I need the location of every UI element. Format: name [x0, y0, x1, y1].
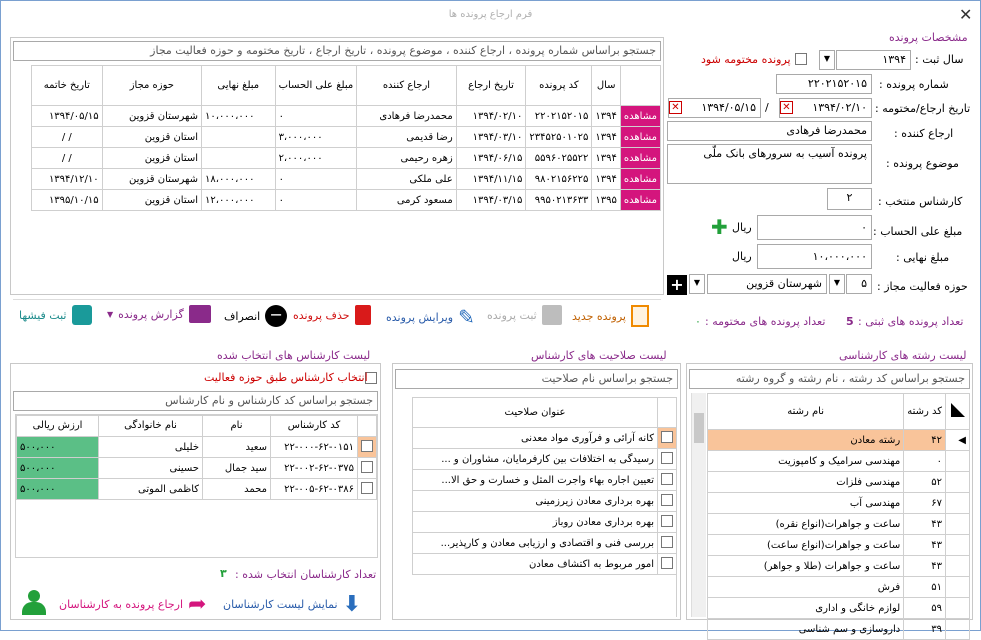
referrer-label: ارجاع کننده :	[894, 127, 954, 140]
plus-icon[interactable]: ✚	[711, 215, 728, 239]
cancel-button[interactable]	[224, 305, 287, 327]
table-cell: ۱۸،۰۰۰،۰۰۰	[202, 169, 276, 190]
table-cell: زهره رحیمی	[357, 148, 456, 169]
refer-to-experts-button[interactable]	[59, 592, 206, 617]
fileno-field[interactable]	[776, 74, 872, 94]
trash-icon	[355, 305, 371, 325]
table-header: کد کارشناس	[271, 416, 358, 437]
row-indicator	[946, 598, 970, 619]
date-separator: /	[765, 101, 769, 114]
fileno-label: شماره پرونده :	[879, 78, 949, 91]
new-file-icon	[631, 305, 649, 327]
table-cell: بهره برداری معادن زیرزمینی	[413, 491, 658, 512]
show-experts-label: نمایش لیست کارشناسان	[223, 598, 338, 611]
new-case-button[interactable]	[572, 305, 649, 327]
closed-count-label: تعداد پرونده های مختومه :	[705, 315, 826, 328]
save-case-label: ثبت پرونده	[487, 308, 537, 322]
chevron-down-icon[interactable]: ▼	[819, 50, 835, 70]
table-cell: ساعت و جواهرات(انواع نقره)	[708, 514, 904, 535]
table-cell: ۰	[275, 190, 357, 211]
table-row[interactable]	[17, 479, 377, 500]
table-row[interactable]	[413, 554, 677, 575]
table-cell: ۰	[275, 169, 357, 190]
view-button[interactable]: مشاهده	[620, 190, 660, 211]
row-header-corner	[946, 394, 970, 430]
table-row[interactable]	[413, 533, 677, 554]
table-header: کد پرونده	[526, 66, 592, 106]
selected-title: لیست کارشناس های انتخاب شده	[217, 349, 371, 362]
row-indicator	[946, 535, 970, 556]
table-header: کد رشته	[904, 394, 946, 430]
check-header	[658, 398, 677, 428]
closed-count-value: ۰	[695, 315, 701, 328]
cases-search-input[interactable]	[13, 41, 661, 61]
table-cell: حسینی	[99, 458, 203, 479]
row-checkbox[interactable]	[658, 554, 677, 575]
fields-search-placeholder: جستجو براساس کد رشته ، نام رشته و گروه رشته	[735, 372, 965, 385]
table-cell: ۱۳۹۴/۰۵/۱۵	[32, 106, 103, 127]
refer-to-experts-label: ارجاع پرونده به کارشناسان	[59, 598, 184, 611]
table-cell: شهرستان قزوین	[102, 169, 201, 190]
table-cell: ۲۳۴۵۲۵۰۱۰۲۵	[526, 127, 592, 148]
table-row[interactable]	[708, 577, 970, 598]
zone-label: حوزه فعالیت مجاز :	[877, 280, 968, 293]
table-cell: مهندسی فلزات	[708, 472, 904, 493]
table-cell: ۴۲	[904, 430, 946, 451]
row-checkbox[interactable]	[658, 533, 677, 554]
table-cell: کانه آرائی و فرآوری مواد معدنی	[413, 428, 658, 449]
table-cell: کاظمی الموتی	[99, 479, 203, 500]
account-currency: ریال	[732, 221, 752, 234]
table-cell: تعیین اجاره بهاء واجرت المثل و خسارت و حق الا...	[413, 470, 658, 491]
year-field[interactable]	[836, 50, 911, 70]
chevron-down-icon[interactable]: ▼	[689, 274, 705, 294]
table-header: ارجاع کننده	[357, 66, 456, 106]
table-header: عنوان صلاحیت	[413, 398, 658, 428]
table-cell: ۵۵۹۶۰۲۵۵۲۲	[526, 148, 592, 169]
table-cell: ۰	[904, 451, 946, 472]
table-row[interactable]	[413, 491, 677, 512]
row-checkbox[interactable]	[658, 491, 677, 512]
table-cell: ۵۹	[904, 598, 946, 619]
table-header: ارزش ریالی	[17, 416, 99, 437]
table-cell: ۱۳۹۴/۰۶/۱۵	[456, 148, 526, 169]
table-row[interactable]	[708, 493, 970, 514]
save-case-button[interactable]	[487, 305, 562, 325]
table-cell: سید جمال	[203, 458, 271, 479]
check-header	[358, 416, 377, 437]
row-indicator	[946, 577, 970, 598]
table-cell: ۱۳۹۴/۱۱/۱۵	[456, 169, 526, 190]
table-cell: رشته معادن	[708, 430, 904, 451]
table-cell: ۵۱	[904, 577, 946, 598]
table-header: مبلغ نهایی	[202, 66, 276, 106]
closed-label: پرونده مختومه شود	[701, 53, 791, 66]
cases-table	[31, 65, 661, 213]
competencies-search-input[interactable]	[395, 369, 678, 389]
clear-close-date-icon[interactable]: ✕	[669, 101, 682, 114]
experts-label: کارشناس منتخب :	[878, 195, 963, 208]
table-cell: ۵۲	[904, 472, 946, 493]
competencies-table	[412, 397, 677, 617]
table-cell: ۱۳۹۵/۱۰/۱۵	[32, 190, 103, 211]
fields-title: لیست رشته های کارشناسی	[839, 349, 967, 362]
row-indicator: ◀	[946, 430, 970, 451]
table-cell: ۴۳	[904, 556, 946, 577]
table-cell: ۲۲-۰۰۰-۶۲-۰۱۵۱	[271, 437, 358, 458]
table-cell: ۱۳۹۴	[592, 148, 620, 169]
selected-count-label: تعداد کارشناسان انتخاب شده :	[235, 568, 377, 581]
table-header: سال	[592, 66, 620, 106]
table-header: تاریخ خاتمه	[32, 66, 103, 106]
table-cell: مسعود کرمی	[357, 190, 456, 211]
year-value: ۱۳۹۴	[882, 53, 906, 66]
chevron-down-icon[interactable]: ▼	[829, 274, 845, 294]
fileno-value: ۲۲۰۲۱۵۲۰۱۵	[807, 77, 867, 90]
table-cell: داروسازی و سم شناسی	[708, 619, 904, 640]
account-value: ۰	[861, 221, 867, 234]
view-button[interactable]: مشاهده	[620, 148, 660, 169]
cases-search-placeholder: جستجو براساس شماره پرونده ، ارجاع کننده ، موضوع پرونده ، تاریخ ارجاع ، تاریخ مختومه و حوزه فعالیت مجاز	[150, 44, 656, 57]
view-button[interactable]: مشاهده	[620, 169, 660, 190]
table-cell: ۰	[275, 106, 357, 127]
table-cell: رضا قدیمی	[357, 127, 456, 148]
table-header: تاریخ ارجاع	[456, 66, 526, 106]
table-cell: ۲۲۰۲۱۵۲۰۱۵	[526, 106, 592, 127]
table-cell: امور مربوط به اکتشاف معادن	[413, 554, 658, 575]
table-cell: استان قزوین	[102, 127, 201, 148]
table-cell: ۱۰،۰۰۰،۰۰۰	[202, 106, 276, 127]
table-row[interactable]	[17, 437, 377, 458]
table-cell: استان قزوین	[102, 190, 201, 211]
table-header: مبلغ علی الحساب	[275, 66, 357, 106]
count-value: 5	[846, 315, 854, 328]
table-cell: ۹۸۰۲۱۵۶۲۲۵	[526, 169, 592, 190]
experts-field[interactable]	[827, 188, 872, 210]
referrer-field[interactable]	[667, 121, 872, 141]
table-cell: محمد	[203, 479, 271, 500]
fields-scrollbar[interactable]	[691, 393, 706, 617]
experts-table	[15, 414, 378, 558]
view-button[interactable]: مشاهده	[620, 106, 660, 127]
ref-date-value: ۱۳۹۴/۰۲/۱۰	[812, 101, 867, 114]
table-cell: ۲،۰۰۰،۰۰۰	[275, 148, 357, 169]
table-header: حوزه مجاز	[102, 66, 201, 106]
row-indicator	[946, 451, 970, 472]
report-button[interactable]	[107, 305, 211, 323]
show-experts-button[interactable]	[223, 592, 361, 617]
table-header: نام خانوادگی	[99, 416, 203, 437]
table-cell: استان قزوین	[102, 148, 201, 169]
table-row[interactable]	[708, 430, 970, 451]
table-row[interactable]	[32, 190, 661, 211]
table-cell: ۳،۰۰۰،۰۰۰	[275, 127, 357, 148]
table-cell: بهره برداری معادن روباز	[413, 512, 658, 533]
table-row[interactable]	[32, 148, 661, 169]
cancel-label: انصراف	[224, 309, 261, 323]
table-cell: ساعت و جواهرات(انواع ساعت)	[708, 535, 904, 556]
table-cell: / /	[32, 148, 103, 169]
table-row[interactable]	[17, 458, 377, 479]
experts-search-input[interactable]	[13, 391, 378, 411]
table-cell: ۵۰۰،۰۰۰	[17, 479, 99, 500]
new-case-label: پرونده جدید	[572, 309, 626, 323]
count-label: تعداد پرونده های ثبتی :	[858, 315, 964, 328]
competencies-search-placeholder: جستجو براساس نام صلاحیت	[541, 372, 673, 385]
table-cell	[202, 127, 276, 148]
table-cell: خلیلی	[99, 437, 203, 458]
view-button[interactable]: مشاهده	[620, 127, 660, 148]
table-cell: ۳۹	[904, 619, 946, 640]
final-field[interactable]	[757, 244, 872, 269]
table-cell: لوازم خانگی و اداری	[708, 598, 904, 619]
table-cell: ۴۳	[904, 514, 946, 535]
referrer-value: محمدرضا فرهادی	[786, 124, 867, 137]
spec-title: مشخصات پرونده	[889, 31, 968, 44]
table-cell: مهندسی سرامیک و کامپوزیت	[708, 451, 904, 472]
table-row[interactable]	[413, 512, 677, 533]
table-row[interactable]	[32, 127, 661, 148]
experts-search-placeholder: جستجو براساس کد کارشناس و نام کارشناس	[165, 394, 373, 407]
table-cell: ساعت و جواهرات (طلا و جواهر)	[708, 556, 904, 577]
table-cell: سعید	[203, 437, 271, 458]
table-cell: ۶۷	[904, 493, 946, 514]
table-cell: شهرستان قزوین	[102, 106, 201, 127]
row-checkbox[interactable]	[358, 479, 377, 500]
receipts-label: ثبت فیشها	[19, 308, 67, 322]
table-cell: ۹۹۵۰۲۱۳۶۳۳	[526, 190, 592, 211]
table-cell: ۱۳۹۵	[592, 190, 620, 211]
row-checkbox[interactable]	[658, 449, 677, 470]
minus-circle-icon: −	[265, 305, 287, 327]
table-row[interactable]	[708, 556, 970, 577]
row-checkbox[interactable]	[358, 437, 377, 458]
zone-filter-label: انتخاب کارشناس طبق حوزه فعالیت	[204, 371, 368, 384]
table-row[interactable]	[413, 470, 677, 491]
table-cell: / /	[32, 127, 103, 148]
chevron-down-icon: ▼	[107, 309, 114, 319]
table-cell: محمدرضا فرهادی	[357, 106, 456, 127]
table-cell: ۴۳	[904, 535, 946, 556]
delete-case-label: حذف پرونده	[293, 308, 350, 322]
table-cell: فرش	[708, 577, 904, 598]
account-label: مبلغ علی الحساب :	[873, 225, 963, 238]
table-cell: ۱۳۹۴	[592, 106, 620, 127]
share-arrow-icon: ➦	[188, 592, 207, 617]
fields-table	[707, 393, 970, 640]
table-cell: ۱۳۹۴/۱۲/۱۰	[32, 169, 103, 190]
table-row[interactable]	[413, 449, 677, 470]
account-field[interactable]	[757, 215, 872, 240]
floppy-icon	[542, 305, 562, 325]
final-label: مبلغ نهایی :	[896, 251, 950, 264]
row-indicator	[946, 556, 970, 577]
table-header: نام رشته	[708, 394, 904, 430]
table-header: نام	[203, 416, 271, 437]
zone-code-field[interactable]	[846, 274, 872, 294]
row-indicator	[946, 493, 970, 514]
row-checkbox[interactable]	[358, 458, 377, 479]
arrow-down-icon: ⬇	[342, 592, 362, 617]
table-row[interactable]	[708, 451, 970, 472]
table-row[interactable]	[708, 535, 970, 556]
table-cell: ۱۳۹۴/۰۳/۱۰	[456, 127, 526, 148]
final-currency: ریال	[732, 250, 752, 263]
experts-value: ۲	[846, 191, 853, 204]
fields-search-input[interactable]	[689, 369, 970, 389]
subject-label: موضوع پرونده :	[886, 157, 959, 170]
clear-ref-date-icon[interactable]: ✕	[780, 101, 793, 114]
table-cell: ۵۰۰،۰۰۰	[17, 437, 99, 458]
table-row[interactable]	[708, 472, 970, 493]
edit-case-button[interactable]	[386, 305, 475, 329]
title-bar	[1, 1, 980, 31]
printer-icon	[189, 305, 211, 323]
table-cell: ۱۳۹۴/۰۳/۱۵	[456, 190, 526, 211]
table-header-corner	[620, 66, 660, 106]
table-cell: ۱۳۹۴	[592, 169, 620, 190]
year-label: سال ثبت :	[915, 53, 964, 66]
dates-label: تاریخ ارجاع/مختومه :	[875, 102, 971, 115]
table-row[interactable]	[32, 106, 661, 127]
final-value: ۱۰،۰۰۰،۰۰۰	[812, 250, 867, 263]
close-date-value: ۱۳۹۴/۰۵/۱۵	[701, 101, 756, 114]
table-cell: ۵۰۰،۰۰۰	[17, 458, 99, 479]
window-title: فرم ارجاع پرونده ها	[448, 9, 533, 20]
row-checkbox[interactable]	[658, 428, 677, 449]
table-cell: ۲۲-۰۰۵-۶۲-۰۳۸۶	[271, 479, 358, 500]
table-cell	[202, 148, 276, 169]
edit-case-label: ویرایش پرونده	[386, 310, 454, 324]
table-row[interactable]	[413, 428, 677, 449]
scrollbar-thumb[interactable]	[694, 413, 704, 443]
zone-field[interactable]	[707, 274, 827, 294]
zone-value: شهرستان قزوین	[746, 277, 822, 290]
subject-field[interactable]	[667, 144, 872, 184]
table-cell: بررسی فنی و اقتصادی و ارزیابی معادن و کارپذیر...	[413, 533, 658, 554]
table-cell: ۲۲-۰۰۲-۶۲-۰۳۷۵	[271, 458, 358, 479]
table-cell: مهندسی آب	[708, 493, 904, 514]
close-icon[interactable]: ✕	[959, 5, 973, 24]
row-indicator	[946, 514, 970, 535]
row-indicator	[946, 472, 970, 493]
table-cell: ۱۳۹۴/۰۲/۱۰	[456, 106, 526, 127]
row-indicator	[946, 619, 970, 640]
competencies-title: لیست صلاحیت های کارشناس	[531, 349, 667, 362]
pencil-icon: ✎	[458, 305, 475, 329]
toolbar-divider	[13, 299, 661, 300]
subject-value: پرونده آسیب به سرورهای بانک ملّی	[703, 147, 867, 160]
report-label: گزارش پرونده	[118, 307, 184, 321]
table-row[interactable]	[708, 514, 970, 535]
table-row[interactable]	[32, 169, 661, 190]
table-cell: ۱۳۹۴	[592, 127, 620, 148]
table-cell: رسیدگی به اختلافات بین کارفرمایان، مشاوران و ...	[413, 449, 658, 470]
table-row[interactable]	[708, 619, 970, 640]
user-icon[interactable]	[20, 588, 48, 616]
delete-case-button[interactable]	[293, 305, 371, 325]
closed-checkbox[interactable]	[795, 53, 807, 65]
selected-count-value: ۳	[220, 567, 227, 580]
table-cell: علی ملکی	[357, 169, 456, 190]
receipts-button[interactable]	[19, 305, 92, 325]
row-checkbox[interactable]	[658, 470, 677, 491]
tag-icon	[72, 305, 92, 325]
row-checkbox[interactable]	[658, 512, 677, 533]
table-cell: ۱۲،۰۰۰،۰۰۰	[202, 190, 276, 211]
table-row[interactable]	[708, 598, 970, 619]
add-zone-icon[interactable]: +	[667, 275, 687, 295]
zone-code-value: ۵	[861, 277, 867, 290]
